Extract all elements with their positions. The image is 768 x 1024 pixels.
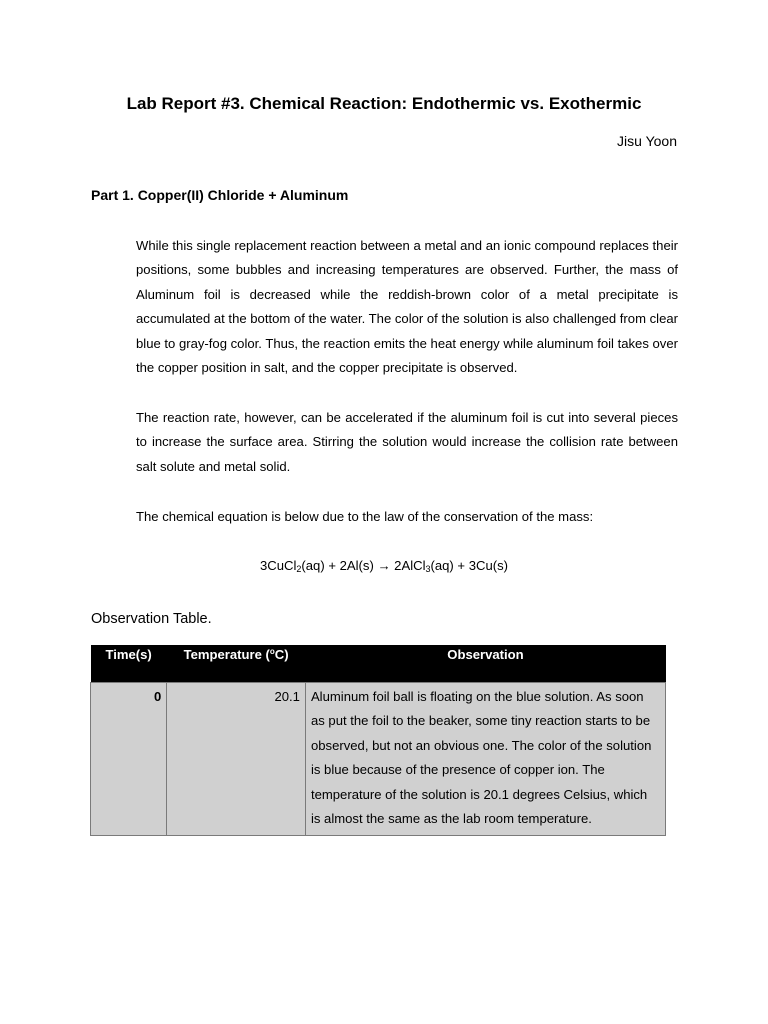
equation-subscript: 3 bbox=[425, 564, 431, 574]
equation-product-2: (aq) + 3Cu(s) bbox=[430, 558, 508, 573]
header-temperature-label: Temperature ( bbox=[183, 647, 270, 662]
cell-observation: Aluminum foil ball is floating on the blue solution. As soon as put the foil to the beaker, some tiny reaction starts to be observed, but not an obvious one. The color of the solution is blue because of the presence of copper ion. The temperature of the solution is 20.1 degrees Celsius, which is almost the same as the lab room temperature. bbox=[305, 683, 665, 836]
header-time: Time(s) bbox=[91, 645, 167, 683]
cell-time: 0 bbox=[91, 683, 167, 836]
table-row bbox=[91, 683, 666, 836]
chemical-equation bbox=[0, 556, 768, 576]
paragraph-reaction-rate: The reaction rate, however, can be accelerated if the aluminum foil is cut into several pieces to increase the surface area. Stirring the solution would increase the collision rate between salt solute and metal solid. bbox=[136, 410, 678, 474]
cell-temperature: 20.1 bbox=[167, 683, 306, 836]
paragraph-observations: While this single replacement reaction between a metal and an ionic compound replaces their positions, some bubbles and increasing temperatures are observed. Further, the mass of Aluminum foil is decreased while the reddish-brown color of a metal precipitate is accumulated at the bottom of the water. The color of the solution is also challenged from clear blue to gray-fog color. Thus, the reaction emits the heat energy while aluminum foil takes over the copper position in salt, and the copper precipitate is observed. bbox=[136, 238, 678, 376]
header-observation: Observation bbox=[305, 645, 665, 683]
paragraph-equation-intro: The chemical equation is below due to the law of the conservation of the mass: bbox=[136, 509, 594, 524]
equation-reactant-1: 3CuCl bbox=[260, 558, 297, 573]
table-header-row bbox=[91, 645, 666, 683]
equation-product-1: 2AlCl bbox=[390, 558, 426, 573]
header-temperature bbox=[167, 645, 306, 683]
report-title: Lab Report #3. Chemical Reaction: Endothermic vs. Exothermic bbox=[126, 94, 642, 113]
table-caption: Observation Table. bbox=[91, 611, 212, 627]
author-name: Jisu Yoon bbox=[617, 133, 677, 149]
degree-symbol: o bbox=[269, 647, 275, 656]
part1-heading: Part 1. Copper(II) Chloride + Aluminum bbox=[91, 187, 349, 203]
reaction-arrow-icon: → bbox=[377, 558, 391, 573]
equation-reactant-2: (aq) + 2Al(s) bbox=[301, 558, 378, 573]
observation-table bbox=[90, 645, 666, 836]
equation-subscript: 2 bbox=[296, 564, 302, 574]
header-temperature-unit: C) bbox=[274, 647, 289, 662]
